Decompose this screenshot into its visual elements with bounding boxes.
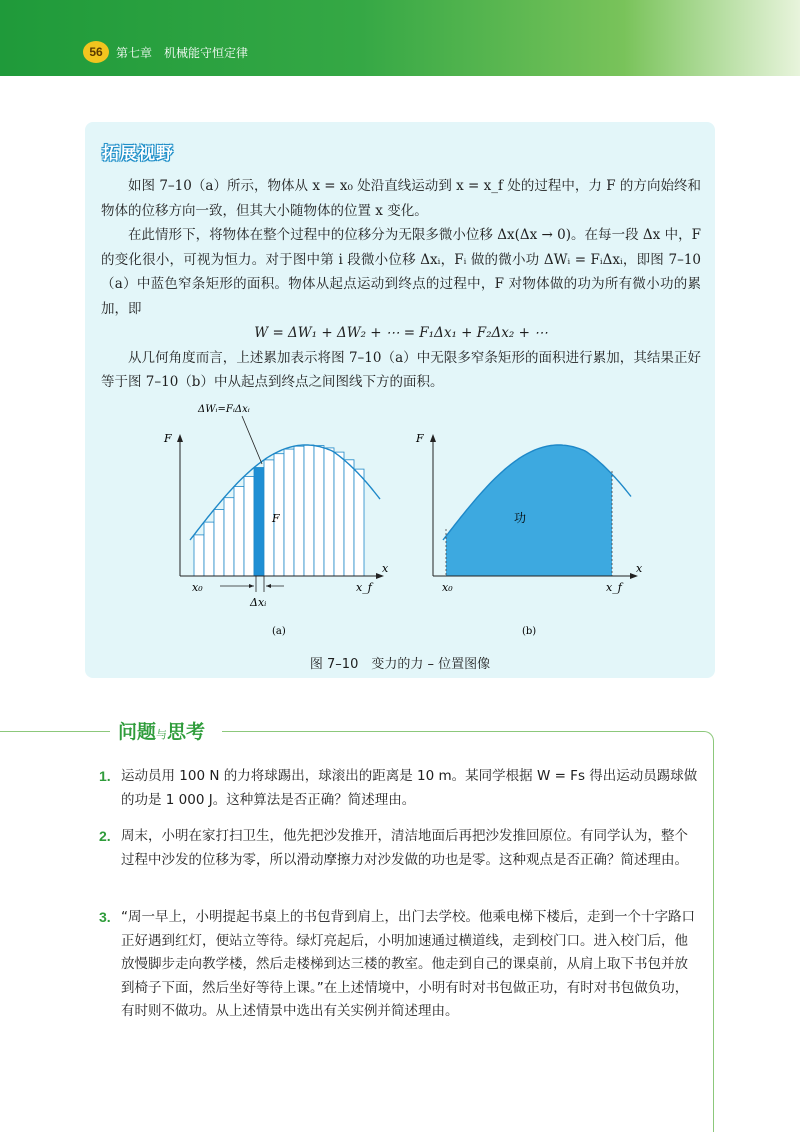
strip-rect xyxy=(204,522,214,576)
panel-b-label: (b) xyxy=(522,626,537,637)
dw-annotation: ΔWᵢ=FᵢΔxᵢ xyxy=(198,404,250,415)
dx-right-arrowhead xyxy=(266,584,271,588)
y-label-b: F xyxy=(416,432,424,445)
dx-label: Δxᵢ xyxy=(250,596,267,609)
strip-rect xyxy=(194,535,204,576)
force-position-graphs xyxy=(150,390,670,640)
figure-caption: 图 7–10 变力的力 – 位置图像 xyxy=(309,657,491,672)
questions-title xyxy=(118,717,205,744)
strip-group xyxy=(194,445,364,576)
question-text: 运动员用 100 N 的力将球踢出，球滚出的距离是 10 m。某同学根据 W = Fs 得出运动员踢球做的功是 1 000 J。这种算法是否正确？简述理由。 xyxy=(121,768,698,808)
section-rule-corner xyxy=(704,731,714,1132)
chapter-title: 第七章 机械能守恒定律 xyxy=(116,46,249,60)
panel-a xyxy=(163,404,389,637)
x-start-label-b: x₀ xyxy=(442,581,453,594)
question-number: 3. xyxy=(99,909,111,925)
chapter-banner xyxy=(0,0,800,76)
question-text: “周一早上，小明提起书桌上的书包背到肩上，出门去学校。他乘电梯下楼后，走到一个十字路口正好遇到红灯，便站立等待。绿灯亮起后，小明加速通过横道线，走到校门口。进入校门后，他放慢脚步走向教学楼，然后走楼梯到达三楼的教室。他走到自己的课桌前，从肩上取下书包并放到椅子下面，然后坐好等待上课。”在上述情境中，小明有时对书包做正功，有时对书包做负功，有时则不做功。从上述情景中选出有关实例并简述理由。 xyxy=(121,909,695,1019)
dx-left-arrowhead xyxy=(249,584,254,588)
extension-paragraph-2: 在此情形下，将物体在整个过程中的位移分为无限多微小位移 Δx(Δx → 0)。在每一段 Δx 中，F 的变化很小，可视为恒力。对于图中第 i 段微小位移 Δxᵢ，Fᵢ 做的微小功 ΔWᵢ = FᵢΔxᵢ，即图 7–10（a）中蓝色窄条矩形的面积。物体从起点运动到终点的过程中，F 对物体做的功为所有微小功的累加，即 xyxy=(101,227,701,317)
area-label-work: 功 xyxy=(514,511,527,525)
extension-title: 拓展视野 xyxy=(102,144,174,164)
panel-b xyxy=(415,432,643,637)
strip-rect xyxy=(224,498,234,576)
question-number: 1. xyxy=(99,768,111,784)
section-rule-left xyxy=(0,731,110,732)
strip-rect xyxy=(334,452,344,576)
x-end-label-a: x_f xyxy=(356,581,372,594)
figure-7-10 xyxy=(150,390,670,640)
strip-rect xyxy=(354,469,364,576)
extension-paragraph-1: 如图 7–10（a）所示，物体从 x = x₀ 处沿直线运动到 x = x_f 处的过程中，力 F 的方向始终和物体的位移方向一致，但其大小随物体的位置 x 变化。 xyxy=(101,178,701,219)
question-item-1 xyxy=(99,765,701,812)
question-number: 2. xyxy=(99,828,111,844)
x-label-b: x xyxy=(636,562,643,575)
questions-title-join: 与 xyxy=(156,728,168,741)
y-arrow-a xyxy=(177,434,183,442)
work-formula: W = ΔW₁ + ΔW₂ + ⋯ = F₁Δx₁ + F₂Δx₂ + ⋯ xyxy=(254,325,548,341)
strip-rect xyxy=(304,445,314,576)
annotation-leader xyxy=(242,416,262,464)
x-start-label-a: x₀ xyxy=(192,581,203,594)
question-text: 周末，小明在家打扫卫生，他先把沙发推开，清洁地面后再把沙发推回原位。有同学认为，整个过程中沙发的位移为零，所以滑动摩擦力对沙发做的功也是零。这种观点是否正确？简述理由。 xyxy=(121,828,688,868)
page-number-badge: 56 xyxy=(83,41,109,63)
strip-rect xyxy=(234,487,244,576)
extension-body xyxy=(101,174,701,395)
y-arrow-b xyxy=(430,434,436,442)
strip-rect xyxy=(314,446,324,576)
strip-rect xyxy=(344,460,354,576)
work-area xyxy=(446,445,612,576)
panel-a-label: (a) xyxy=(272,626,286,637)
x-end-label-b: x_f xyxy=(606,581,622,594)
highlighted-strip xyxy=(254,468,264,577)
questions-title-a: 问题 xyxy=(118,721,157,743)
strip-rect xyxy=(214,510,224,576)
y-label-a: F xyxy=(164,432,172,445)
question-item-3 xyxy=(99,906,701,1024)
strip-rect xyxy=(294,446,304,576)
question-item-2 xyxy=(99,825,701,872)
extension-paragraph-3: 从几何角度而言，上述累加表示将图 7–10（a）中无限多窄条矩形的面积进行累加，其结果正好等于图 7–10（b）中从起点到终点之间图线下方的面积。 xyxy=(101,349,701,390)
curve-label-a: F xyxy=(272,512,280,525)
section-rule-right xyxy=(222,731,704,732)
x-label-a: x xyxy=(382,562,389,575)
questions-title-b: 思考 xyxy=(167,721,206,743)
strip-rect xyxy=(284,449,294,576)
strip-rect xyxy=(324,448,334,576)
strip-rect xyxy=(244,477,254,577)
